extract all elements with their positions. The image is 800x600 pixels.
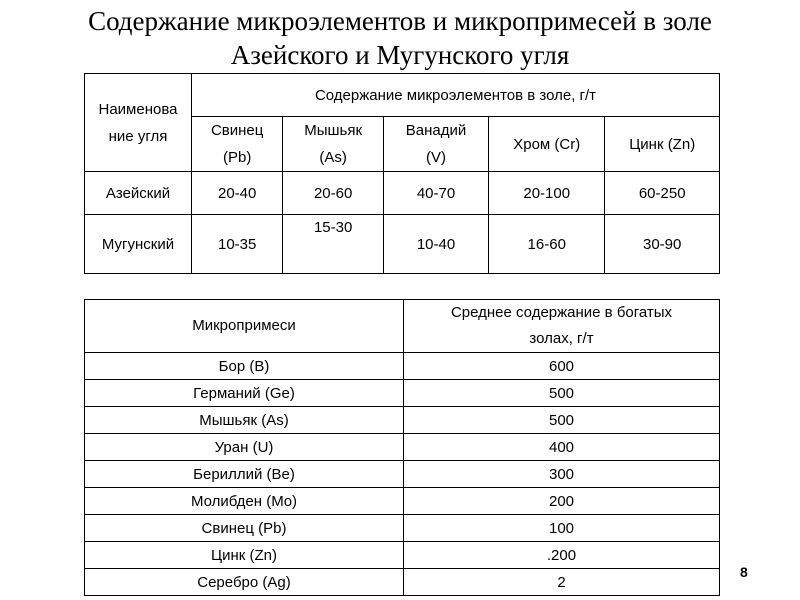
impurity-value: 200 [404, 488, 720, 515]
value-cell: 20-40 [192, 172, 283, 215]
impurity-value: 500 [404, 380, 720, 407]
impurities-table [84, 299, 720, 596]
impurity-value: 300 [404, 461, 720, 488]
value-cell: 40-70 [383, 172, 488, 215]
column-header-line: Ванадий [405, 122, 467, 139]
column-header-line: (V) [426, 149, 447, 166]
impurity-name: Уран (U) [85, 434, 404, 461]
impurity-value: .200 [404, 542, 720, 569]
column-header-zn [605, 117, 720, 172]
microelements-table [84, 73, 720, 274]
impurity-name: Цинк (Zn) [85, 542, 404, 569]
impurity-header: Микропримеси [85, 300, 404, 353]
table-row [85, 215, 720, 274]
value-cell: 20-100 [489, 172, 605, 215]
value-cell: 10-40 [383, 215, 488, 274]
avg-content-header-line-1: Среднее содержание в богатых [450, 304, 673, 321]
table-header-row [85, 74, 720, 117]
impurity-name: Бериллий (Be) [85, 461, 404, 488]
table-row [85, 407, 720, 434]
impurity-name: Германий (Ge) [85, 380, 404, 407]
value-cell: 30-90 [605, 215, 720, 274]
table-row [85, 569, 720, 596]
title-line-1: Содержание микроэлементов и микропримесей в золе [88, 6, 712, 36]
column-header-line: (As) [319, 149, 347, 166]
impurity-value: 600 [404, 353, 720, 380]
column-header-line: Свинец [210, 122, 264, 139]
table-row [85, 488, 720, 515]
table-row [85, 434, 720, 461]
column-header-cr [489, 117, 605, 172]
impurity-value: 500 [404, 407, 720, 434]
avg-content-header-line-2: золах, г/т [529, 330, 594, 347]
column-header-line: (Pb) [223, 149, 252, 166]
column-header-line: Мышьяк [304, 122, 363, 139]
impurity-value: 400 [404, 434, 720, 461]
impurity-name: Мышьяк (As) [85, 407, 404, 434]
title-line-2: Азейского и Мугунского угля [230, 40, 570, 70]
coal-name-header-line-2: ние угля [108, 127, 168, 145]
value-cell: 20-60 [283, 172, 384, 215]
column-header-line: Хром (Cr) [513, 135, 581, 153]
column-header-v [383, 117, 488, 172]
coal-name-cell: Мугунский [85, 215, 192, 274]
content-group-header: Содержание микроэлементов в золе, г/т [192, 74, 720, 117]
page-title [0, 4, 800, 72]
impurity-name: Бор (B) [85, 353, 404, 380]
column-header-line: Цинк (Zn) [629, 135, 696, 153]
avg-content-header [404, 300, 720, 353]
table-row [85, 542, 720, 569]
coal-name-header-line-1: Наименова [98, 100, 178, 118]
impurity-value: 2 [404, 569, 720, 596]
coal-name-header [85, 74, 192, 172]
column-header-as [283, 117, 384, 172]
table-row [85, 353, 720, 380]
value-cell: 15-30 [283, 215, 384, 274]
impurity-name: Серебро (Ag) [85, 569, 404, 596]
table-row [85, 380, 720, 407]
value-cell: 10-35 [192, 215, 283, 274]
coal-name-cell: Азейский [85, 172, 192, 215]
column-header-pb [192, 117, 283, 172]
value-cell: 16-60 [489, 215, 605, 274]
impurity-name: Свинец (Pb) [85, 515, 404, 542]
value-cell: 60-250 [605, 172, 720, 215]
table-row [85, 461, 720, 488]
table-row [85, 515, 720, 542]
table-row [85, 172, 720, 215]
impurity-name: Молибден (Mo) [85, 488, 404, 515]
table-header-row [85, 300, 720, 353]
impurity-value: 100 [404, 515, 720, 542]
page-number: 8 [740, 564, 748, 580]
